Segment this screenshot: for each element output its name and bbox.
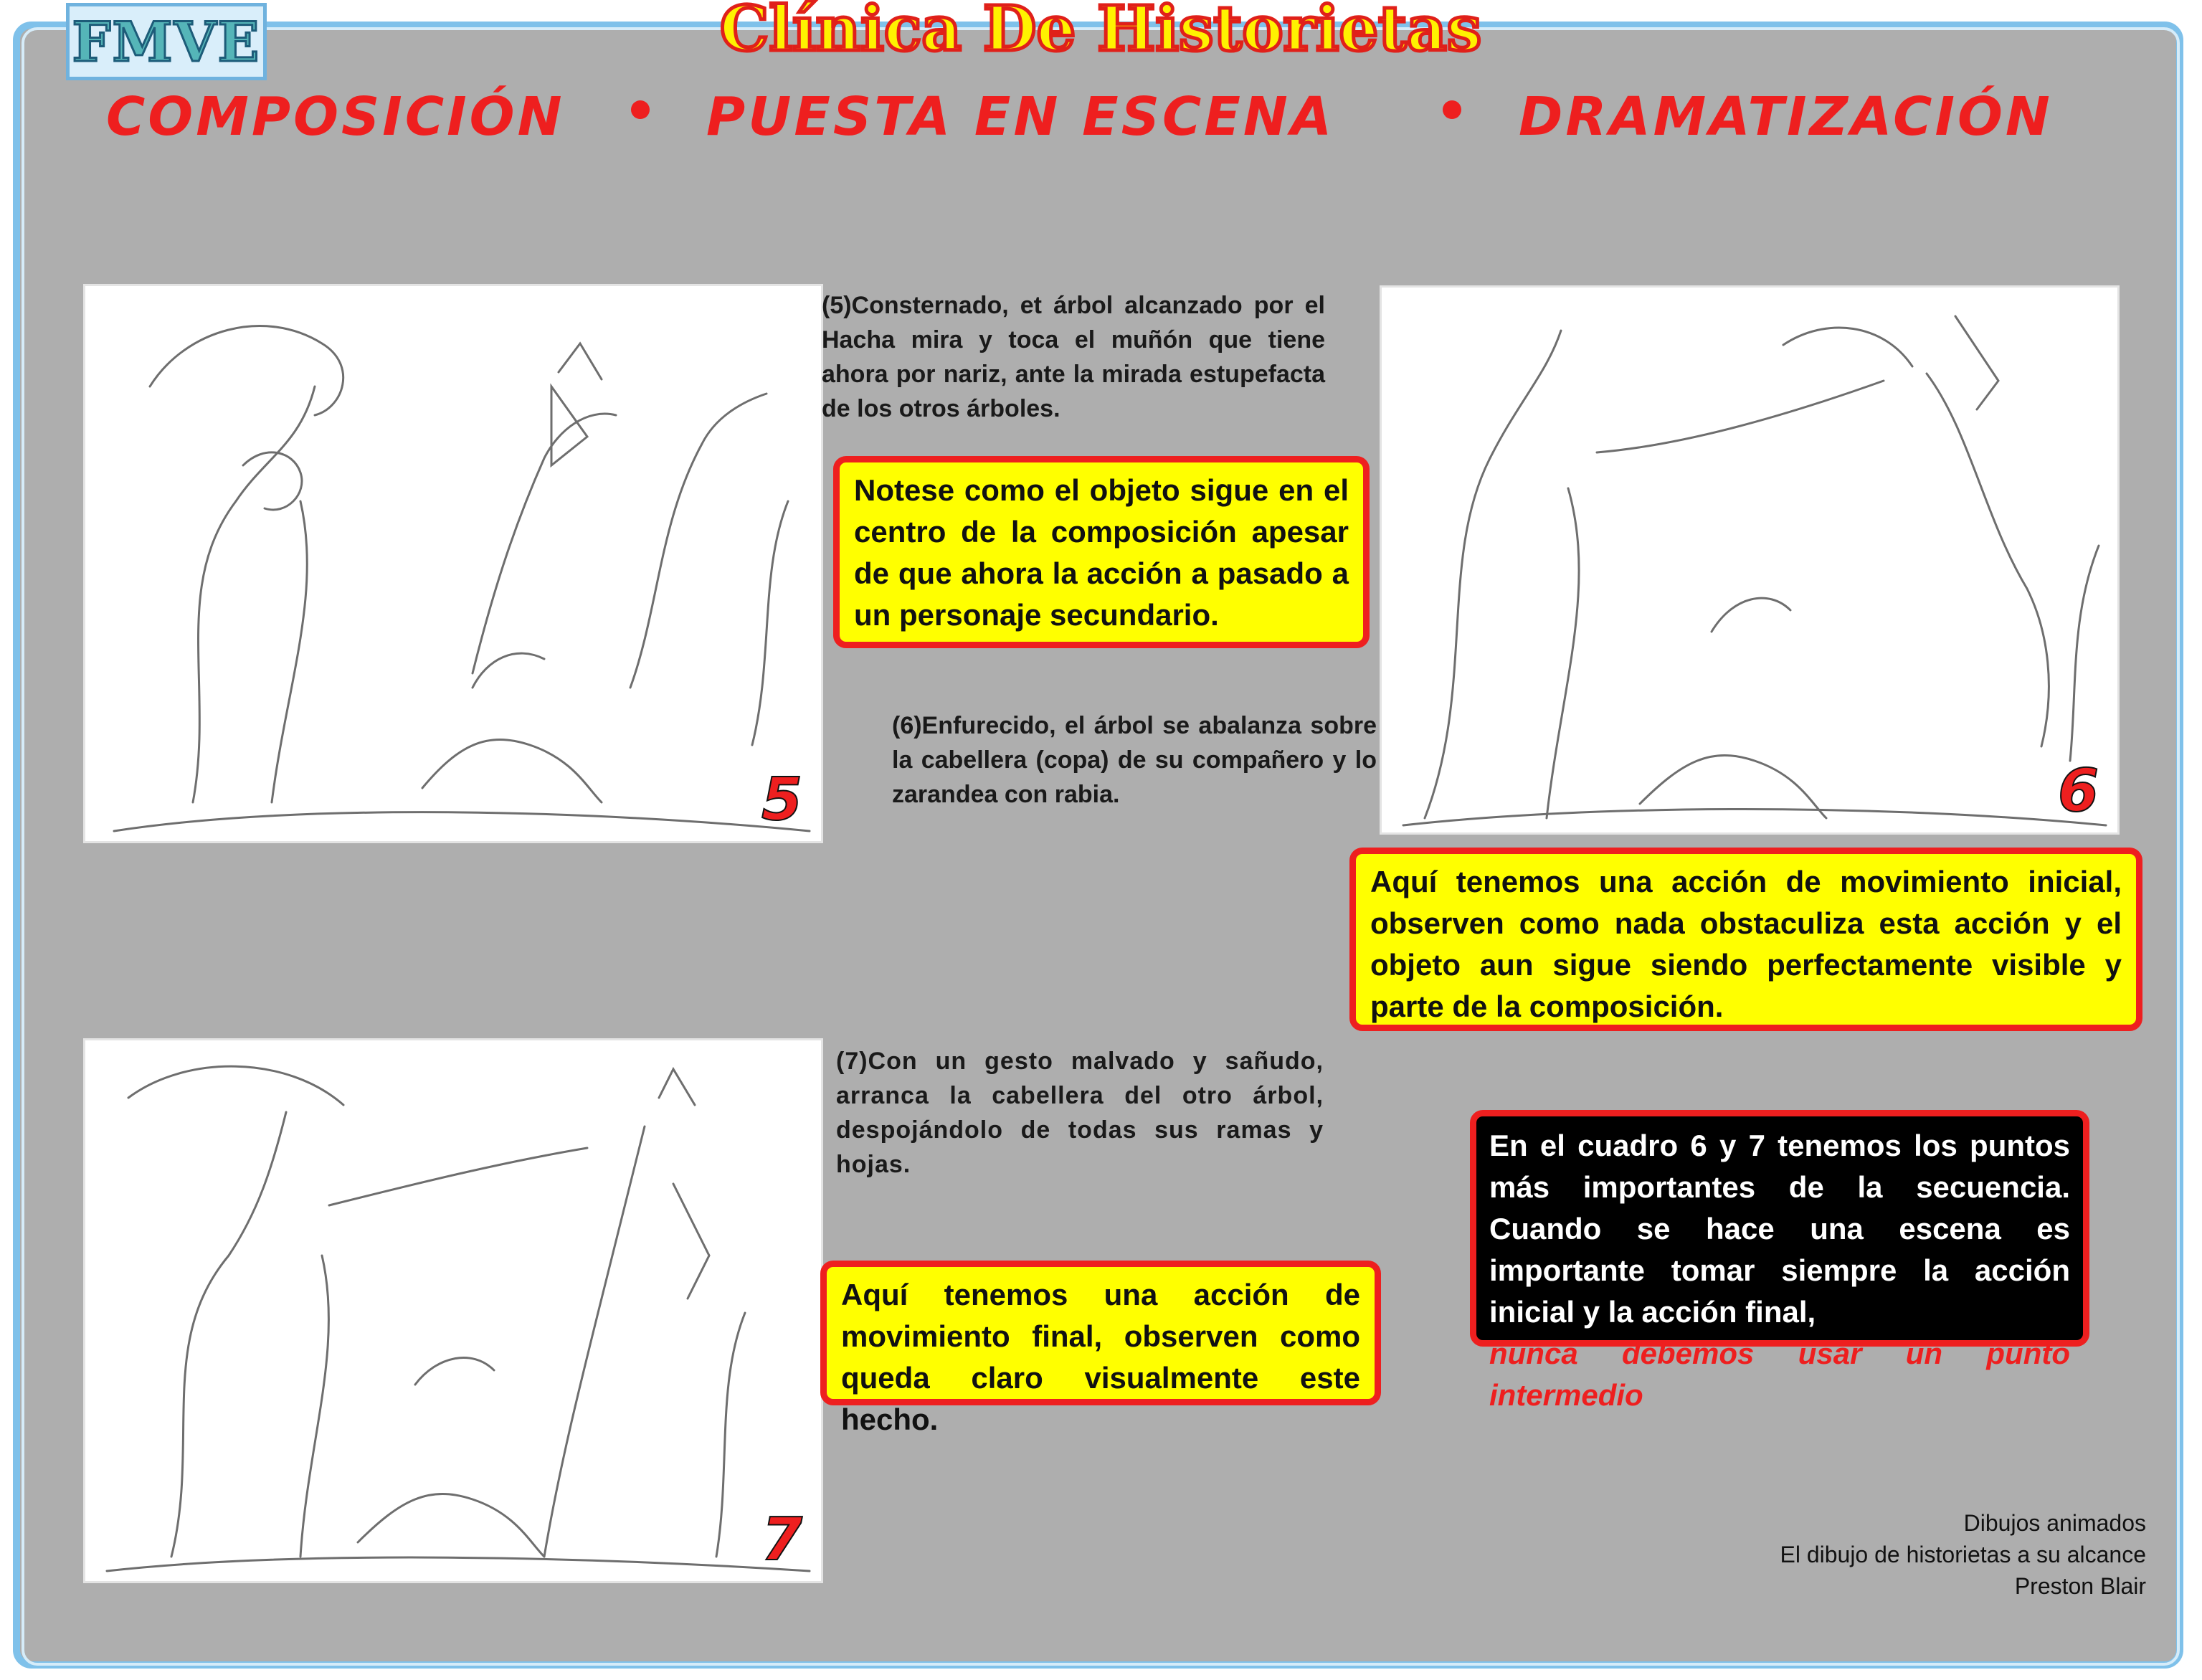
credits-line-2: El dibujo de historietas a su alcance <box>1780 1542 2146 1567</box>
caption-panel-6: (6)Enfurecido, el árbol se abalanza sobre la cabellera (copa) de su compañero y lo zarandea con rabia. <box>892 712 1377 808</box>
note-key-points-emphasis: nunca debemos usar un punto intermedio <box>1489 1337 2070 1412</box>
sketch-drawing <box>85 1040 823 1583</box>
note-key-points <box>1470 1110 2089 1412</box>
caption-panel-7: (7)Con un gesto malvado y sañudo, arranca la cabellera del otro árbol, despojándolo de todas sus ramas y hojas. <box>836 1048 1324 1178</box>
bullet-separator <box>1443 100 1461 119</box>
panel-number: 7 <box>761 1506 802 1574</box>
storyboard-panel-7 <box>83 1038 823 1583</box>
storyboard-panel-5 <box>83 284 823 843</box>
panel-number: 6 <box>2057 757 2099 825</box>
caption-panel-5: (5)Consternado, et árbol alcanzado por el Hacha mira y toca el muñón que tiene ahora por nariz, ante la mirada estupefacta de los otros árboles. <box>822 292 1325 422</box>
bullet-separator <box>631 100 650 119</box>
note-key-points-text: En el cuadro 6 y 7 tenemos los puntos más importantes de la secuencia. Cuando se hace una escena es importante tomar siempre la acción inicial y la acción final, <box>1489 1129 2070 1329</box>
sketch-drawing <box>85 286 823 843</box>
credits-line-1: Dibujos animados <box>1963 1510 2146 1536</box>
subtitle-composicion: COMPOSICIÓN <box>106 86 565 148</box>
note-initial-action: Aquí tenemos una acción de movimiento inicial, observen como nada obstaculiza esta acción y el objeto aun sigue siendo perfectamente visible y parte de la composición. <box>1349 848 2142 1031</box>
note-composition: Notese como el objeto sigue en el centro de la composición apesar de que ahora la acción a pasado a un personaje secundario. <box>833 456 1370 648</box>
subtitle-puesta-en-escena: PUESTA EN ESCENA <box>706 86 1335 148</box>
logo: FMVE <box>66 3 267 80</box>
panel-number: 5 <box>761 766 802 834</box>
page-title: Clínica De Historietas <box>719 0 1482 65</box>
credits-line-3: Preston Blair <box>2014 1573 2146 1599</box>
storyboard-panel-6 <box>1380 285 2120 835</box>
sketch-drawing <box>1382 288 2120 835</box>
credits <box>1780 1507 2146 1602</box>
subtitle-dramatizacion: DRAMATIZACIÓN <box>1519 86 2053 148</box>
note-final-action: Aquí tenemos una acción de movimiento final, observen como queda claro visualmente este hecho. <box>820 1261 1381 1405</box>
